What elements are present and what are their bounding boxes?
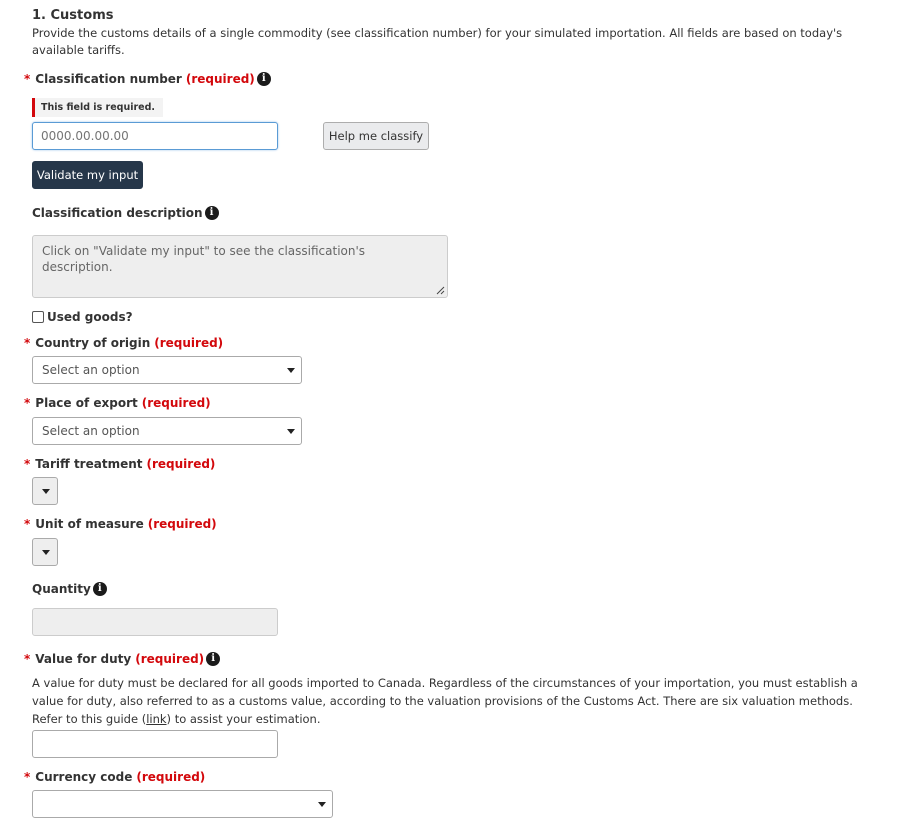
quantity-text: Quantity — [32, 582, 91, 596]
required-text: (required) — [154, 336, 224, 350]
validate-input-button[interactable]: Validate my input — [32, 161, 143, 189]
value-for-duty-label — [24, 652, 220, 666]
chevron-down-icon — [287, 429, 295, 434]
value-for-duty-description — [32, 674, 882, 728]
section-title: 1. Customs — [32, 8, 114, 23]
country-of-origin-label — [24, 336, 223, 350]
chevron-down-icon — [318, 802, 326, 807]
quantity-input — [32, 608, 278, 636]
unit-of-measure-text: Unit of measure — [35, 517, 144, 531]
value-for-duty-desc-part2: ) to assist your estimation. — [166, 712, 321, 726]
required-text: (required) — [135, 652, 205, 666]
required-star: * — [24, 652, 31, 666]
place-of-export-label — [24, 396, 211, 410]
guide-link[interactable]: link — [146, 712, 167, 726]
value-for-duty-text: Value for duty — [35, 652, 132, 666]
classification-description-text: Classification description — [32, 206, 203, 220]
classification-description-value: Click on "Validate my input" to see the classification's description. — [42, 244, 366, 274]
error-message: This field is required. — [32, 98, 163, 117]
value-for-duty-desc-part1: A value for duty must be declared for all goods imported to Canada. Regardless of the circumstances of your importation, you must establish a value for duty, also referred to as a customs value, according to the valuation provisions of the Customs Act. There are six valuation methods. Refer to this guide ( — [32, 676, 858, 726]
place-of-export-text: Place of export — [35, 396, 138, 410]
info-icon[interactable]: i — [257, 72, 271, 86]
required-text: (required) — [141, 396, 211, 410]
classification-description-label — [32, 206, 219, 220]
info-icon[interactable]: i — [205, 206, 219, 220]
currency-code-select[interactable] — [32, 790, 333, 818]
required-star: * — [24, 336, 31, 350]
chevron-down-icon — [42, 550, 50, 555]
used-goods-label: Used goods? — [47, 310, 133, 324]
required-star: * — [24, 457, 31, 471]
currency-code-text: Currency code — [35, 770, 133, 784]
required-star: * — [24, 72, 31, 86]
classification-number-text: Classification number — [35, 72, 182, 86]
required-text: (required) — [185, 72, 255, 86]
required-star: * — [24, 770, 31, 784]
classification-number-label — [24, 72, 271, 86]
tariff-treatment-select[interactable] — [32, 477, 58, 505]
required-text: (required) — [146, 457, 216, 471]
unit-of-measure-label — [24, 517, 217, 531]
chevron-down-icon — [287, 368, 295, 373]
help-me-classify-button[interactable]: Help me classify — [323, 122, 429, 150]
currency-code-label — [24, 770, 205, 784]
country-of-origin-value: Select an option — [42, 363, 140, 377]
required-text: (required) — [136, 770, 206, 784]
tariff-treatment-text: Tariff treatment — [35, 457, 143, 471]
classification-description-textarea — [32, 235, 448, 298]
resize-handle-icon[interactable] — [435, 285, 445, 295]
classification-number-input[interactable] — [32, 122, 278, 150]
tariff-treatment-label — [24, 457, 215, 471]
used-goods-checkbox[interactable] — [32, 311, 44, 323]
required-star: * — [24, 517, 31, 531]
info-icon[interactable]: i — [93, 582, 107, 596]
unit-of-measure-select[interactable] — [32, 538, 58, 566]
required-star: * — [24, 396, 31, 410]
quantity-label — [32, 582, 107, 596]
country-of-origin-text: Country of origin — [35, 336, 151, 350]
value-for-duty-input[interactable] — [32, 730, 278, 758]
country-of-origin-select[interactable] — [32, 356, 302, 384]
required-text: (required) — [147, 517, 217, 531]
place-of-export-value: Select an option — [42, 424, 140, 438]
place-of-export-select[interactable] — [32, 417, 302, 445]
info-icon[interactable]: i — [206, 652, 220, 666]
chevron-down-icon — [42, 489, 50, 494]
section-description: Provide the customs details of a single commodity (see classification number) for your simulated importation. All fields are based on today's available tariffs. — [32, 26, 843, 57]
